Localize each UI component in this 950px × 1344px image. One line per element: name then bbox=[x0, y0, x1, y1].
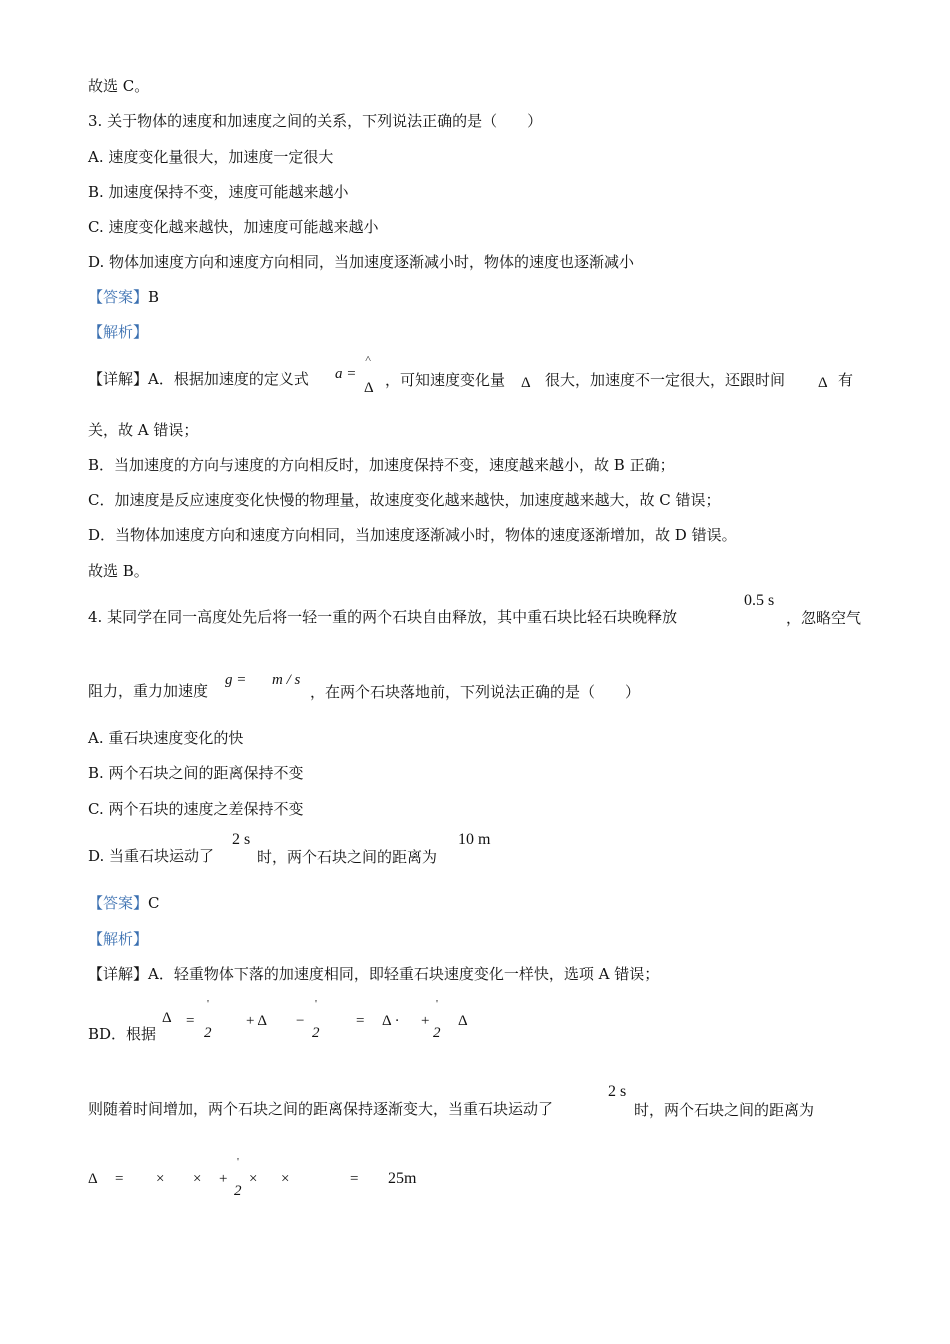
question-4-text-d: ，在两个石块落地前，下列说法正确的是（ ） bbox=[310, 683, 641, 701]
formula-delta-t: Δ bbox=[818, 375, 828, 391]
detail-text-b: ，可知速度变化量 bbox=[385, 371, 506, 389]
option-b: B. 加速度保持不变，速度可能越来越小 bbox=[88, 183, 349, 201]
text-line: D．当物体加速度方向和速度方向相同，当加速度逐渐减小时，物体的速度逐渐增加，故 D 错误。 bbox=[88, 526, 737, 544]
result-value: 25m bbox=[388, 1170, 417, 1187]
option-d bbox=[88, 846, 214, 866]
formula-a-eq: a = bbox=[335, 366, 357, 382]
question-4-text-c: 阻力，重力加速度 bbox=[88, 682, 209, 700]
detail-text-d: 有 bbox=[838, 371, 854, 389]
detail-tag: 【详解】 bbox=[88, 370, 149, 388]
answer-value: B bbox=[148, 288, 160, 306]
formula-g-eq: g = bbox=[225, 672, 247, 688]
answer-line bbox=[88, 893, 160, 913]
formula-caret: ˄ bbox=[365, 353, 372, 365]
bd-two: 2 bbox=[433, 1025, 441, 1041]
bd-tick: ' bbox=[436, 998, 438, 1010]
option-c: C. 两个石块的速度之差保持不变 bbox=[88, 800, 304, 818]
answer-value: C bbox=[148, 894, 160, 912]
result-times: × bbox=[249, 1171, 258, 1187]
bd-eq: = bbox=[186, 1013, 195, 1029]
bd-delta: Δ bbox=[162, 1010, 172, 1026]
analysis-tag: 【解析】 bbox=[88, 323, 149, 341]
result-times: × bbox=[193, 1171, 202, 1187]
bd-tick: ' bbox=[315, 998, 317, 1010]
answer-line bbox=[88, 287, 159, 307]
question-4-text-b: ，忽略空气 bbox=[786, 609, 862, 627]
text-a: 则随着时间增加，两个石块之间的距离保持逐渐变大，当重石块运动了 bbox=[88, 1100, 554, 1118]
question-4-stem bbox=[88, 607, 677, 627]
bd-eq2: = bbox=[356, 1013, 365, 1029]
detail-text-a: A．根据加速度的定义式 bbox=[148, 370, 309, 388]
bd-line: BD．根据 bbox=[88, 1025, 157, 1043]
option-b: B. 两个石块之间的距离保持不变 bbox=[88, 764, 304, 782]
text-line: B．当加速度的方向与速度的方向相反时，加速度保持不变，速度越来越小，故 B 正确； bbox=[88, 456, 675, 474]
text-line: 关，故 A 错误； bbox=[88, 421, 199, 439]
option-d: D. 物体加速度方向和速度方向相同，当加速度逐渐减小时，物体的速度也逐渐减小 bbox=[88, 253, 635, 271]
answer-tag: 【答案】 bbox=[88, 894, 149, 912]
bd-delta-dot: Δ · bbox=[382, 1013, 400, 1029]
bd-plus: + Δ bbox=[246, 1013, 268, 1029]
formula-delta: Δ bbox=[364, 380, 374, 396]
result-times: × bbox=[156, 1171, 165, 1187]
formula-2s: 2 s bbox=[232, 831, 251, 848]
text-b: 时，两个石块之间的距离为 bbox=[634, 1101, 815, 1119]
option-a: A. 重石块速度变化的快 bbox=[88, 729, 244, 747]
bd-two: 2 bbox=[204, 1025, 212, 1041]
bd-delta-end: Δ bbox=[458, 1013, 468, 1029]
answer-tag: 【答案】 bbox=[88, 288, 149, 306]
result-plus: + bbox=[219, 1171, 228, 1187]
detail-text: A．轻重物体下落的加速度相同，即轻重石块速度变化一样快，选项 A 错误； bbox=[148, 965, 660, 983]
detail-line-2 bbox=[88, 964, 659, 984]
formula-2s: 2 s bbox=[608, 1083, 627, 1100]
formula-g-unit: m / s bbox=[272, 672, 301, 688]
question-4-text-a: 4. 某同学在同一高度处先后将一轻一重的两个石块自由释放，其中重石块比轻石块晚释放 bbox=[88, 608, 678, 626]
bd-tick: ' bbox=[207, 998, 209, 1010]
option-a: A. 速度变化量很大，加速度一定很大 bbox=[88, 148, 334, 166]
formula-delta-v: Δ bbox=[521, 375, 531, 391]
text-line bbox=[88, 1099, 553, 1119]
detail-line-1 bbox=[88, 369, 309, 389]
bd-minus: − bbox=[296, 1013, 305, 1029]
result-eq2: = bbox=[350, 1171, 359, 1187]
question-4-line-2 bbox=[88, 681, 208, 701]
formula-0-5s: 0.5 s bbox=[744, 592, 775, 609]
text-line: C．加速度是反应速度变化快慢的物理量，故速度变化越来越快，加速度越来越大，故 C 错误； bbox=[88, 491, 721, 509]
option-d-text-b: 时，两个石块之间的距离为 bbox=[257, 848, 438, 866]
question-3-stem: 3. 关于物体的速度和加速度之间的关系，下列说法正确的是（ ） bbox=[88, 112, 543, 130]
formula-10m: 10 m bbox=[458, 831, 491, 848]
bd-two: 2 bbox=[312, 1025, 320, 1041]
text-line: 故选 B。 bbox=[88, 562, 149, 580]
detail-tag: 【详解】 bbox=[88, 965, 149, 983]
result-times: × bbox=[281, 1171, 290, 1187]
option-c: C. 速度变化越来越快，加速度可能越来越小 bbox=[88, 218, 379, 236]
option-d-text-a: D. 当重石块运动了 bbox=[88, 847, 215, 865]
analysis-tag: 【解析】 bbox=[88, 930, 149, 948]
bd-plus2: + bbox=[421, 1013, 430, 1029]
result-tick: ' bbox=[237, 1156, 239, 1168]
result-eq: = bbox=[115, 1171, 124, 1187]
text-line: 故选 C。 bbox=[88, 77, 150, 95]
result-delta: Δ bbox=[88, 1171, 98, 1187]
result-two: 2 bbox=[234, 1183, 242, 1199]
detail-text-c: 很大，加速度不一定很大，还跟时间 bbox=[545, 371, 786, 389]
